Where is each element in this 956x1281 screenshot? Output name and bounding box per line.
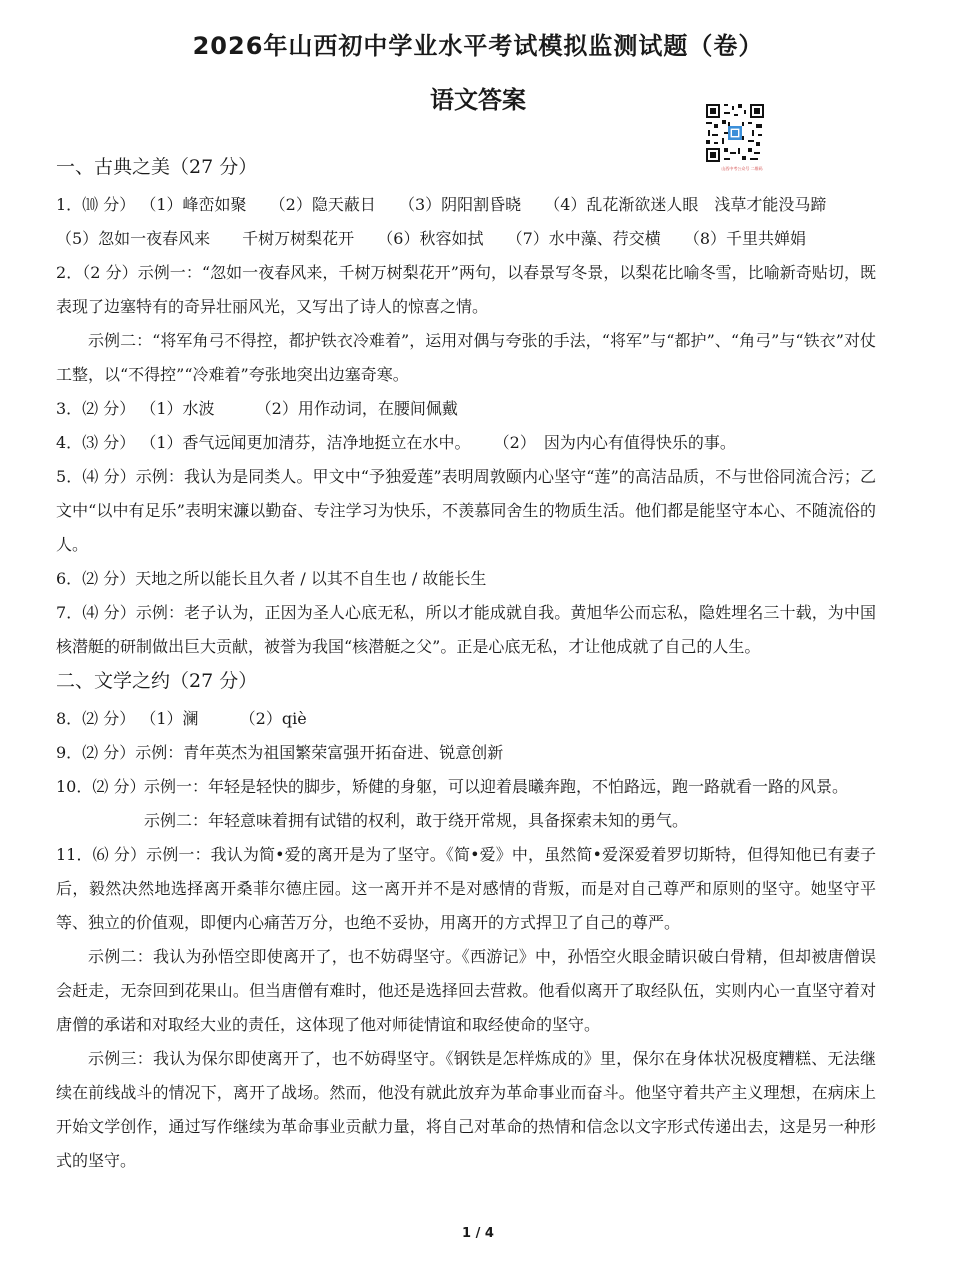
answer-q7: 7．⑷ 分）示例：老子认为，正因为圣人心底无私，所以才能成就自我。黄旭华公而忘私，隐姓埋名三十载，为中国核潜艇的研制做出巨大贡献，被誉为我国“核潜艇之父”。正是心底无私，才让他成就了自己的人生。 (56, 603, 876, 656)
answer-q1-cont (56, 222, 876, 256)
page-number: 1 / 4 (462, 1226, 494, 1241)
q1-a8: （8）千里共婵娟 (683, 229, 807, 248)
q3-a2: （2）用作动词，在腰间佩戴 (255, 399, 458, 418)
q1-a6: （6）秋容如拭 (377, 229, 484, 248)
q8-a2: （2）qiè (239, 709, 307, 728)
answer-q6: 6．⑵ 分）天地之所以能长且久者 / 以其不自生也 / 故能长生 (56, 569, 487, 588)
q1-a3: （3）阴阳割昏晓 (398, 195, 522, 214)
answer-q4 (56, 426, 876, 460)
q4-label: 4．⑶ 分） (56, 433, 136, 452)
q1-a5: （5）忽如一夜春风来 千树万树梨花开 (56, 229, 355, 248)
q1-label: 1．⑽ 分） (56, 195, 136, 214)
q1-a4: （4）乱花渐欲迷人眼 浅草才能没马蹄 (544, 195, 827, 214)
q1-a7: （7）水中藻、荇交横 (506, 229, 661, 248)
page-subtitle: 语文答案 (430, 86, 526, 114)
q8-label: 8．⑵ 分） (56, 709, 136, 728)
q1-a1: （1）峰峦如聚 (140, 195, 247, 214)
answer-q8 (56, 702, 876, 736)
q4-a1: （1）香气远闻更加清芬，洁净地挺立在水中。 (140, 433, 471, 452)
q8-a1: （1）澜 (140, 709, 199, 728)
answer-content (56, 150, 876, 1178)
answer-q1 (56, 188, 876, 222)
answer-q11-example2: 示例二：我认为孙悟空即使离开了，也不妨碍坚守。《西游记》中，孙悟空火眼金睛识破白骨精，但却被唐僧误会赶走，无奈回到花果山。但当唐僧有难时，他还是选择回去营救。他看似离开了取经队伍，实则内心一直坚守着对唐僧的承诺和对取经大业的责任，这体现了他对师徒情谊和取经使命的坚守。 (56, 947, 876, 1034)
answer-q3 (56, 392, 876, 426)
q10-example2: 示例二：年轻意味着拥有试错的权利，敢于绕开常规，具备探索未知的勇气。 (144, 811, 689, 830)
page-title: 2026年山西初中学业水平考试模拟监测试题（卷） (192, 32, 764, 60)
q3-label: 3．⑵ 分） (56, 399, 136, 418)
answer-q2-example2: 示例二：“将军角弓不得控，都护铁衣冷难着”，运用对偶与夸张的手法，“将军”与“都护”、“角弓”与“铁衣”对仗工整，以“不得控”“冷难着”夸张地突出边塞奇寒。 (56, 331, 876, 384)
q10-label: 10．⑵ 分） (56, 777, 146, 796)
q10-example1: 示例一：年轻是轻快的脚步，矫健的身躯，可以迎着晨曦奔跑，不怕路远，跑一路就看一路的风景。 (144, 777, 849, 796)
q4-a2: （2） 因为内心有值得快乐的事。 (493, 433, 736, 452)
q3-a1: （1）水波 (140, 399, 215, 418)
answer-q11-example3: 示例三：我认为保尔即使离开了，也不妨碍坚守。《钢铁是怎样炼成的》里，保尔在身体状况极度糟糕、无法继续在前线战斗的情况下，离开了战场。然而，他没有就此放弃为革命事业而奋斗。他坚守着共产主义理想，在病床上开始文学创作，通过写作继续为革命事业贡献力量，将自己对革命的热情和信念以文字形式传递出去，这是另一种形式的坚守。 (56, 1049, 876, 1170)
q1-a2: （2）隐天蔽日 (269, 195, 376, 214)
section-heading-classics: 一、古典之美（27 分） (56, 156, 258, 178)
qr-caption: 山西中考公众号 二维码 (721, 166, 763, 171)
answer-q11: 11．⑹ 分）示例一：我认为简•爱的离开是为了坚守。《简•爱》中，虽然简•爱深爱着罗切斯特，但得知他已有妻子后，毅然决然地选择离开桑菲尔德庄园。这一离开并不是对感情的背叛，而是对自己尊严和原则的坚守。她坚守平等、独立的价值观，即便内心痛苦万分，也绝不妥协，用离开的方式捍卫了自己的尊严。 (56, 845, 876, 932)
section-heading-literature: 二、文学之约（27 分） (56, 670, 258, 692)
answer-q10 (56, 770, 876, 838)
answer-q5: 5．⑷ 分）示例：我认为是同类人。甲文中“予独爱莲”表明周敦颐内心坚守“莲”的高洁品质，不与世俗同流合污；乙文中“以中有足乐”表明宋濂以勤奋、专注学习为快乐，不羡慕同舍生的物质生活。他们都是能坚守本心、不随流俗的人。 (56, 467, 876, 554)
answer-q9: 9．⑵ 分）示例：青年英杰为祖国繁荣富强开拓奋进、锐意创新 (56, 743, 504, 762)
answer-q2: 2．（2 分）示例一：“忽如一夜春风来，千树万树梨花开”两句，以春景写冬景，以梨花比喻冬雪，比喻新奇贴切，既表现了边塞特有的奇异壮丽风光，又写出了诗人的惊喜之情。 (56, 263, 876, 316)
